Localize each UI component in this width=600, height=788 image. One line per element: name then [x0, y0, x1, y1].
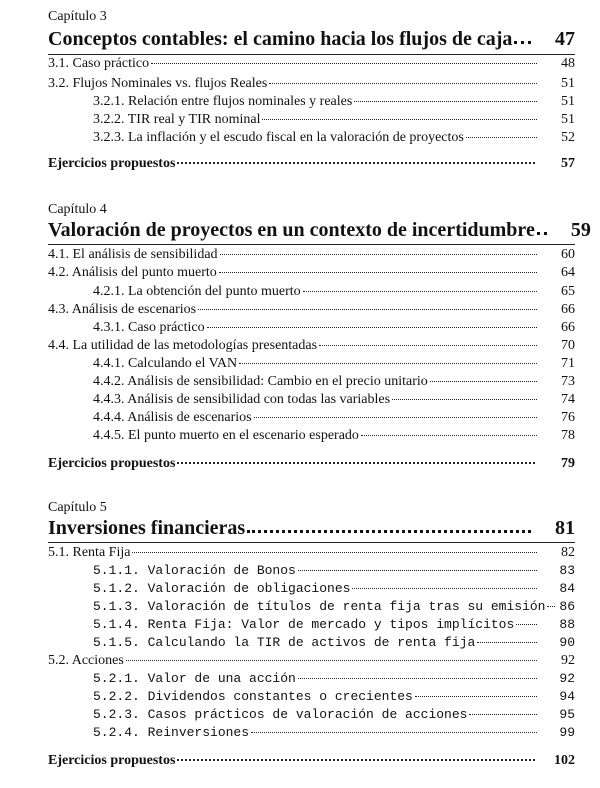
entry-page: 84	[559, 581, 575, 596]
toc-entry	[48, 55, 575, 73]
dot-leader	[415, 696, 537, 697]
entry-page: 99	[559, 725, 575, 740]
dot-leader	[547, 606, 555, 607]
entry-text: 3.1. Caso práctico	[48, 56, 150, 71]
chapter-page-number: 59	[570, 219, 591, 241]
dot-leader	[177, 162, 535, 164]
entry-page: 60	[561, 247, 575, 262]
toc-subentry	[93, 580, 575, 598]
entry-page: 48	[561, 56, 575, 71]
entry-text: 3.2.2. TIR real y TIR nominal	[93, 112, 261, 127]
entry-text: 4.2. Análisis del punto muerto	[48, 265, 217, 280]
exercises-text: Ejercicios propuestos	[48, 456, 176, 471]
entry-text: 5.1.1. Valoración de Bonos	[93, 563, 296, 578]
toc-entry	[48, 246, 575, 264]
entry-text: 4.2.1. La obtención del punto muerto	[93, 284, 301, 299]
toc-subentry	[93, 391, 575, 409]
toc-entry	[48, 544, 575, 562]
dot-leader	[469, 714, 537, 715]
title-rule	[48, 244, 575, 245]
toc-subentry	[93, 283, 575, 301]
entry-page: 76	[561, 410, 575, 425]
entry-text: 4.4.3. Análisis de sensibilidad con todas las variables	[93, 392, 391, 407]
toc-subentry	[93, 688, 575, 706]
entry-text: 5.2.3. Casos prácticos de valoración de acciones	[93, 707, 468, 722]
chapter-label: Capítulo 5	[48, 500, 107, 515]
entry-text: 5.1.4. Renta Fija: Valor de mercado y tipos implícitos	[93, 617, 515, 632]
dot-leader	[298, 570, 537, 571]
dot-leader	[537, 232, 547, 235]
dot-leader	[251, 732, 537, 733]
entry-text: 4.4.5. El punto muerto en el escenario esperado	[93, 428, 359, 443]
toc-subentry	[93, 634, 575, 652]
toc-entry	[48, 75, 575, 93]
entry-text: 5.2.2. Dividendos constantes o crecientes	[93, 689, 413, 704]
toc-entry	[48, 301, 575, 319]
entry-text: 3.2. Flujos Nominales vs. flujos Reales	[48, 76, 268, 91]
chapter-title-row	[48, 27, 575, 51]
dot-leader	[132, 552, 537, 553]
exercises-page: 79	[561, 456, 575, 471]
dot-leader	[126, 660, 537, 661]
entry-page: 92	[559, 671, 575, 686]
dot-leader	[361, 435, 537, 436]
entry-text: 5.1.2. Valoración de obligaciones	[93, 581, 351, 596]
dot-leader	[516, 624, 537, 625]
entry-page: 64	[561, 265, 575, 280]
entry-page: 94	[559, 689, 575, 704]
dot-leader	[430, 381, 537, 382]
entry-page: 83	[559, 563, 575, 578]
entry-page: 95	[559, 707, 575, 722]
chapter-title-row	[48, 218, 591, 242]
toc-subentry	[93, 93, 575, 111]
entry-page: 73	[561, 374, 575, 389]
entry-text: 3.2.3. La inflación y el escudo fiscal en la valoración de proyectos	[93, 130, 464, 145]
toc-subentry	[93, 355, 575, 373]
exercises-entry	[48, 752, 575, 770]
exercises-page: 102	[554, 753, 575, 768]
entry-text: 5.1.5. Calculando la TIR de activos de renta fija	[93, 635, 476, 650]
entry-text: 5.2.1. Valor de una acción	[93, 671, 296, 686]
entry-text: 5.2. Acciones	[48, 653, 124, 668]
exercises-entry	[48, 455, 575, 473]
toc-subentry	[93, 319, 575, 337]
dot-leader	[247, 530, 531, 533]
dot-leader	[262, 119, 537, 120]
entry-text: 5.2.4. Reinversiones	[93, 725, 250, 740]
toc-subentry	[93, 670, 575, 688]
chapter-label: Capítulo 3	[48, 9, 107, 24]
toc-subentry	[93, 724, 575, 742]
entry-page: 51	[561, 112, 575, 127]
exercises-text: Ejercicios propuestos	[48, 753, 176, 768]
entry-page: 70	[561, 338, 575, 353]
dot-leader	[151, 63, 537, 64]
toc-subentry	[93, 598, 575, 616]
entry-text: 4.3.1. Caso práctico	[93, 320, 205, 335]
dot-leader	[477, 642, 537, 643]
entry-text: 4.1. El análisis de sensibilidad	[48, 247, 218, 262]
chapter-title: Inversiones financieras	[48, 517, 246, 539]
entry-page: 86	[559, 599, 575, 614]
entry-text: 4.4.1. Calculando el VAN	[93, 356, 238, 371]
dot-leader	[219, 272, 537, 273]
dot-leader	[354, 101, 537, 102]
toc-subentry	[93, 373, 575, 391]
entry-text: 4.4.2. Análisis de sensibilidad: Cambio en el precio unitario	[93, 374, 428, 389]
exercises-text: Ejercicios propuestos	[48, 156, 176, 171]
entry-page: 78	[561, 428, 575, 443]
entry-page: 51	[561, 76, 575, 91]
exercises-page: 57	[561, 156, 575, 171]
toc-subentry	[93, 427, 575, 445]
entry-page: 92	[561, 653, 575, 668]
chapter-title: Valoración de proyectos en un contexto de incertidumbre	[48, 219, 535, 241]
toc-subentry	[93, 562, 575, 580]
chapter-title: Conceptos contables: el camino hacia los flujos de caja	[48, 28, 513, 50]
chapter-page-number: 47	[555, 28, 575, 50]
entry-page: 82	[561, 545, 575, 560]
dot-leader	[220, 254, 537, 255]
entry-page: 88	[559, 617, 575, 632]
toc-entry	[48, 264, 575, 282]
dot-leader	[298, 678, 537, 679]
dot-leader	[352, 588, 537, 589]
exercises-entry	[48, 155, 575, 173]
toc-entry	[48, 652, 575, 670]
entry-page: 74	[561, 392, 575, 407]
dot-leader	[207, 327, 537, 328]
dot-leader	[269, 83, 537, 84]
toc-subentry	[93, 706, 575, 724]
dot-leader	[303, 291, 537, 292]
chapter-title-row	[48, 516, 575, 540]
dot-leader	[392, 399, 537, 400]
entry-page: 66	[561, 320, 575, 335]
title-rule	[48, 542, 575, 543]
dot-leader	[177, 759, 535, 761]
toc-subentry	[93, 129, 575, 147]
dot-leader	[198, 309, 537, 310]
entry-page: 71	[561, 356, 575, 371]
toc-subentry	[93, 409, 575, 427]
entry-text: 4.4. La utilidad de las metodologías presentadas	[48, 338, 318, 353]
entry-page: 51	[561, 94, 575, 109]
entry-page: 90	[559, 635, 575, 650]
entry-text: 4.4.4. Análisis de escenarios	[93, 410, 252, 425]
chapter-page-number: 81	[555, 517, 575, 539]
entry-page: 52	[561, 130, 575, 145]
dot-leader	[466, 137, 537, 138]
toc-subentry	[93, 616, 575, 634]
dot-leader	[319, 345, 537, 346]
entry-text: 4.3. Análisis de escenarios	[48, 302, 197, 317]
entry-text: 5.1. Renta Fija	[48, 545, 131, 560]
entry-text: 5.1.3. Valoración de títulos de renta fija tras su emisión	[93, 599, 546, 614]
entry-page: 66	[561, 302, 575, 317]
dot-leader	[177, 462, 535, 464]
entry-page: 65	[561, 284, 575, 299]
dot-leader	[254, 417, 537, 418]
dot-leader	[239, 363, 537, 364]
toc-subentry	[93, 111, 575, 129]
entry-text: 3.2.1. Relación entre flujos nominales y reales	[93, 94, 353, 109]
dot-leader	[514, 41, 531, 44]
chapter-label: Capítulo 4	[48, 202, 107, 217]
toc-entry	[48, 337, 575, 355]
